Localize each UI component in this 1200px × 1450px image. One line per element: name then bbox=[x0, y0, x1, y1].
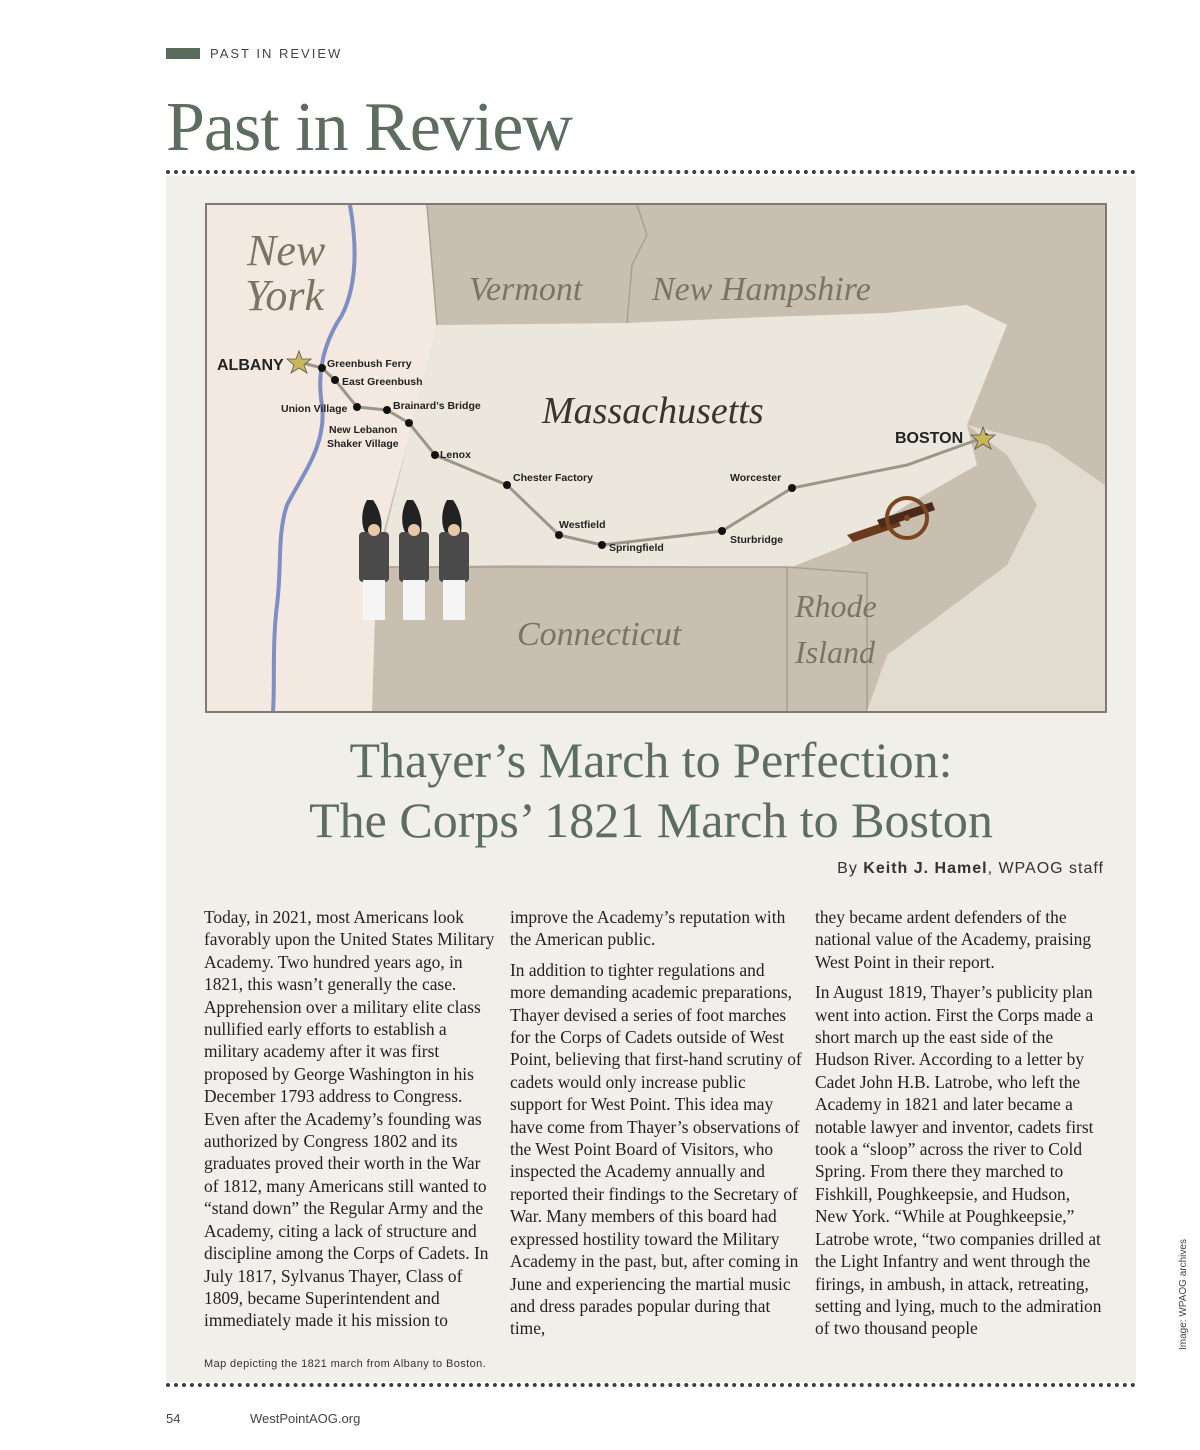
city-union-village: Union Village bbox=[281, 403, 348, 415]
city-brainards-bridge: Brainard’s Bridge bbox=[393, 400, 481, 412]
city-new-lebanon-1: New Lebanon bbox=[329, 424, 398, 436]
article-column-1 bbox=[204, 906, 496, 1340]
map-label-massachusetts: Massachusetts bbox=[542, 390, 764, 432]
section-label: PAST IN REVIEW bbox=[210, 46, 343, 61]
section-bar bbox=[166, 48, 200, 59]
city-boston: BOSTON bbox=[895, 430, 964, 447]
march-map bbox=[205, 203, 1107, 713]
paragraph: In August 1819, Thayer’s publicity plan went into action. First the Corps made a short march up the east side of the Hudson River. According to a letter by Cadet John H.B. Latrobe, who left the Academy in 1821 and later became a notable lawyer and inventor, cadets first took a “sloop” across the river to Cold Spring. From there they marched to Fishkill, Poughkeepsie, and Hudson, New York. “While at Poughkeepsie,” Latrobe wrote, “two companies drilled at the Light Infantry and went through the firings, in ambush, in attack, retreating, setting and lying, much to the admiration of two thousand people bbox=[815, 982, 1102, 1339]
page-number: 54 bbox=[166, 1411, 181, 1426]
city-springfield: Springfield bbox=[609, 542, 664, 554]
map-caption: Map depicting the 1821 march from Albany to Boston. bbox=[204, 1358, 487, 1370]
city-greenbush-ferry: Greenbush Ferry bbox=[327, 358, 412, 370]
section-tag bbox=[166, 46, 342, 61]
city-lenox: Lenox bbox=[440, 449, 471, 461]
map-label-connecticut: Connecticut bbox=[517, 616, 682, 653]
article-title bbox=[166, 730, 1136, 850]
city-albany: ALBANY bbox=[217, 357, 284, 374]
city-worcester: Worcester bbox=[730, 472, 782, 484]
city-east-greenbush: East Greenbush bbox=[342, 376, 423, 388]
page-title: Past in Review bbox=[166, 89, 572, 166]
article-column-3 bbox=[815, 906, 1107, 1348]
map-label-vermont: Vermont bbox=[469, 271, 583, 308]
paragraph: In addition to tighter regulations and more demanding academic preparations, Thayer devised a series of foot marches for the Corps of Cadets outside of West Point, believing that first-hand scrutiny of cadets would only increase public support for West Point. This idea may have come from Thayer’s observations of the West Point Board of Visitors, who inspected the Academy annually and reported their findings to the Secretary of War. Many members of this board had expressed hostility toward the Military Academy in the past, but, after coming in June and experiencing the martial music and dress parades popular during that time, bbox=[510, 959, 802, 1339]
city-chester-factory: Chester Factory bbox=[513, 472, 593, 484]
map-label-new-york-2: York bbox=[245, 271, 325, 320]
byline bbox=[837, 860, 1104, 878]
footer-site-link[interactable]: WestPointAOG.org bbox=[250, 1411, 361, 1426]
top-divider bbox=[166, 170, 1136, 174]
cadets-illustration bbox=[359, 500, 469, 620]
city-new-lebanon-2: Shaker Village bbox=[327, 438, 399, 450]
map-label-rhode-2: Island bbox=[795, 634, 875, 670]
paragraph: Today, in 2021, most Americans look favorably upon the United States Military Academy. Two hundred years ago, in 1821, this wasn’t generally the case. Apprehension over a military elite class nullified early efforts to establish a military academy after it was first proposed by George Washington in his December 1793 address to Congress. Even after the Academy’s founding was authorized by Congress 1802 and its graduates proved their worth in the War of 1812, many Americans still wanted to “stand down” the Regular Army and the Academy, citing a lack of structure and discipline among the Corps of Cadets. In July 1817, Sylvanus Thayer, Class of 1809, became Superintendent and immediately made it his mission to bbox=[204, 907, 495, 1331]
article-title-line1: Thayer’s March to Perfection: bbox=[349, 732, 953, 788]
byline-prefix: By bbox=[837, 860, 864, 877]
map-label-new-york-1: New bbox=[247, 226, 326, 275]
image-credit: Image: WPAOG archives bbox=[1178, 1239, 1189, 1350]
byline-suffix: , WPAOG staff bbox=[987, 860, 1104, 877]
city-sturbridge: Sturbridge bbox=[730, 534, 784, 546]
paragraph: they became ardent defenders of the national value of the Academy, praising West Point in their report. bbox=[815, 907, 1092, 972]
article-column-2 bbox=[510, 906, 802, 1348]
bottom-divider bbox=[166, 1383, 1136, 1387]
article-title-line2: The Corps’ 1821 March to Boston bbox=[309, 792, 993, 848]
map-label-new-hampshire: New Hampshire bbox=[652, 271, 871, 308]
city-westfield: Westfield bbox=[559, 519, 606, 531]
author-name: Keith J. Hamel bbox=[863, 860, 988, 877]
map-label-rhode-1: Rhode bbox=[795, 588, 877, 624]
paragraph: improve the Academy’s reputation with the American public. bbox=[510, 907, 786, 950]
